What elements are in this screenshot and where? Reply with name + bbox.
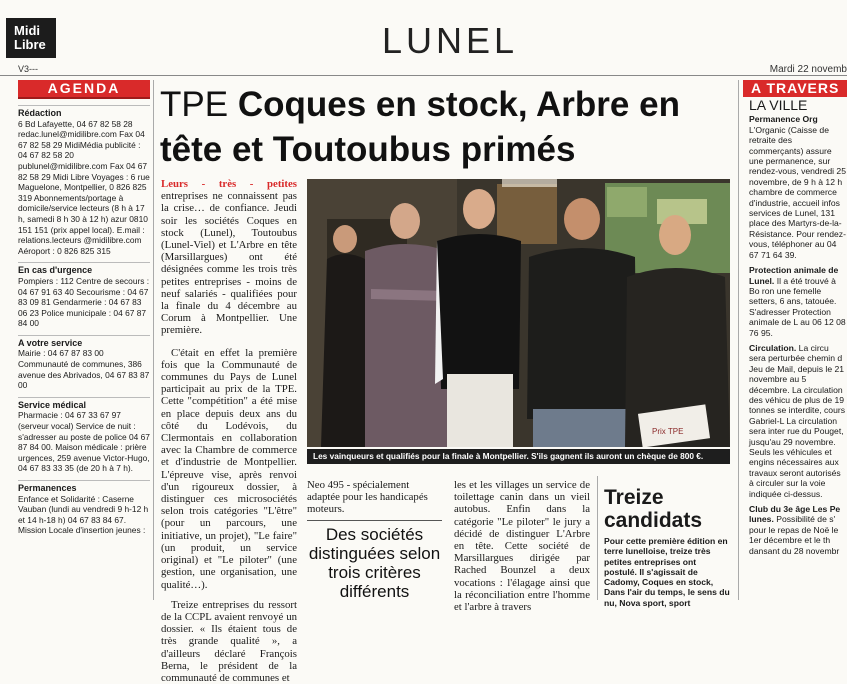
agenda-redaction (18, 105, 150, 256)
article-photo (307, 179, 730, 447)
rail-item-club-title: Club du 3e âge Les Pe lunes. (749, 504, 841, 525)
agenda-medical-title: Service médical (18, 399, 87, 410)
rail-item-club-text: Possibilité de s' pour le repas de Noë le 1er décembre et le th dansant du 28 novembr (749, 514, 840, 556)
logo-text: Midi Libre (14, 23, 46, 52)
agenda-permanences (18, 480, 150, 536)
rail-item-club (749, 504, 847, 556)
page-reference: V3--- (18, 64, 38, 74)
article-headline (160, 82, 740, 172)
rail-divider (738, 80, 739, 600)
rail-item-protection-title: Protection animale de Lunel. (749, 265, 839, 286)
sidebar-text: Pour cette première édition en terre lunelloise, treize très petites entreprises ont postulé. Il s'agissait de Cadomy, Coques en stock, Dans l'air du temps, le sens du nu, Nova sport, sport (604, 536, 730, 608)
agenda-header: AGENDA (18, 80, 150, 99)
midi-libre-logo (6, 18, 56, 58)
rail-item-protection-text: Il a été trouvé à Bo ron une femelle setters, 6 ans, tatouée. S'adresser Protection animale de L au 06 12 08 76 95. (749, 275, 846, 338)
agenda-urgence (18, 262, 150, 329)
sidebar-box (604, 486, 730, 608)
pull-quote: Des sociétés distinguées selon trois critères différents (307, 520, 442, 601)
agenda-urgence-title: En cas d'urgence (18, 265, 93, 276)
agenda-permanences-text: Enfance et Solidarité : Caserne Vauban (lundi au vendredi 9 h-12 h et 14 h-18 h) 04 67 83 84 67. Mission Locale d'insertion jeunes : (18, 493, 149, 536)
agenda-column (18, 80, 150, 600)
rail-item-protection (749, 265, 847, 338)
rail-item-circulation-title: Circulation. (749, 342, 797, 353)
rail-header: A TRAVERS (743, 80, 847, 97)
column-divider (153, 80, 154, 600)
rail-subheader: LA VILLE (749, 97, 808, 113)
agenda-urgence-text: Pompiers : 112 Centre de secours : 04 67 91 63 40 Secourisme : 04 67 83 09 81 Gendarmerie : 04 67 83 06 23 Police municipale : 04 67 87 84 00 (18, 275, 150, 329)
agenda-medical (18, 397, 150, 474)
lead-highlight: Leurs - très - petites (161, 178, 297, 190)
right-rail (743, 80, 847, 561)
agenda-service-text: Mairie : 04 67 87 83 00 Communauté de communes, 386 avenue des Abrivados, 04 67 83 87 00 (18, 348, 150, 391)
headline-title: Coques en stock, Arbre en tête et Toutoubus primés (160, 85, 680, 169)
article-paragraph-3: Treize entreprises du ressort de la CCPL avaient renvoyé un dossier. « Ils étaient tous de très grande qualité », a d'ailleurs déclaré François Berna, le président de la communauté de communes et (161, 598, 297, 684)
article-paragraph-2: C'était en effet la première fois que la Communauté de communes du Pays de Lunel participait au prix de la TPE. Cette "compétition" a été mise en place depuis deux ans du côté du Lodévois, du Clermontais en collaboration avec la Chambre de commerce et d'industrie de Montpellier. L'épreuve vise, après renvoi d'un rigoureux dossier, à distinguer ces microsociétés selon trois catégories "L'être" (pour un parcours, une initiative, un projet), "Le faire" (un produit, un service original) et "Le piloter" (une gestion, une organisation, une qualité…). (161, 346, 297, 591)
article-body-col1 (161, 178, 297, 684)
rail-item-circulation (749, 343, 847, 499)
agenda-service (18, 335, 150, 391)
section-title: LUNEL (382, 20, 519, 61)
agenda-service-title: A votre service (18, 337, 83, 348)
prize-sign: Prix TPE (652, 427, 684, 436)
agenda-redaction-text: 6 Bd Lafayette, 04 67 82 58 28 redac.lunel@midilibre.com Fax 04 67 82 58 29 MidiMédia publicité : 04 67 82 58 20 publunel@midilibre.com Fax 04 67 82 58 29 Midi Libre Voyages : 6 rue Maguelone, Montpellier, 0 826 825 319 Abonnements/portage à domicile/service lecteurs (8 h à 17 h, samedi 8 h 30 à 12 h) azur 0810 151 151 (prix appel local). E.mail : relations.lecteurs @midilibre.com Aéroport : 0 826 825 315 (18, 118, 150, 256)
agenda-redaction-title: Rédaction (18, 108, 62, 118)
article-body-col3: les et les villages un service de toilettage canin dans un vieil autobus. Enfin dans la catégorie "Le piloter" le jury a décidé de distinguer L'Arbre en tête. Cette société de Marsillargues dirigée par Rached Bounzel a deux vocations : l'élagage ainsi que la réconciliation entre l'homme et l'arbre à travers (454, 479, 590, 614)
photo-illustration (307, 179, 730, 447)
rail-item-permanence-text: L'Organic (Caisse de retraite des commerçants) assure une permanence, sur rendez-vous, vendredi 25 novembre, de 9 h à 12 h chambre de commerce d'industrie, accueil infos services de Lunel, 131 place des Martyrs-de-la-Résistance. Pour rendez-vous, téléphoner au 04 67 71 64 39. (749, 124, 846, 260)
photo-caption: Les vainqueurs et qualifiés pour la finale à Montpellier. S'ils gagnent ils auront un chèque de 800 €. (307, 449, 730, 464)
rail-item-permanence (749, 114, 847, 260)
issue-date: Mardi 22 novemb (769, 64, 847, 75)
headline-kicker: TPE (160, 85, 229, 124)
rail-item-permanence-title: Permanence Org (749, 114, 818, 125)
box-divider (597, 476, 598, 600)
header-rule (0, 75, 847, 76)
article-body-col2: Neo 495 - spécialement adaptée pour les handicapés moteurs. (307, 479, 428, 516)
lead-text: entreprises ne connaissent pas la crise… de confiance. Jeudi soir les sociétés Coques en stock (Lunel), Toutoubus (Lunel-Viel) et L'Arbre en tête (Marsillargues) ont été désignées comme les trois très petites entreprises - moins de neuf salariés - qualifiées pour la finale du 4 décembre au Corum à Montpellier. Une première. (161, 190, 297, 337)
sidebar-title: Treize candidats (604, 486, 703, 532)
rail-item-circulation-text: La circu sera perturbée chemin d Jeu de Mail, depuis le 21 novembre au 5 décembre. La circulation des véhicu de plus de 19 tonnes se interdite, cours Gabriel-L La circulation sera inter rue du Pouget, jusqu'au 29 novembre. Seuls les véhicules et engins nécessaires aux travaux seront autorisés à circuler sur la voie indiquée ci-dessus. (749, 342, 846, 499)
agenda-permanences-title: Permanences (18, 483, 77, 493)
agenda-medical-text: Pharmacie : 04 67 33 67 97 (serveur vocal) Service de nuit : s'adresser au poste de police 04 67 87 84 00. Maison médicale : prière urgences, 259 avenue Victor-Hugo, 04 67 83 33 35 (de 20 h à 7 h). (18, 410, 150, 474)
